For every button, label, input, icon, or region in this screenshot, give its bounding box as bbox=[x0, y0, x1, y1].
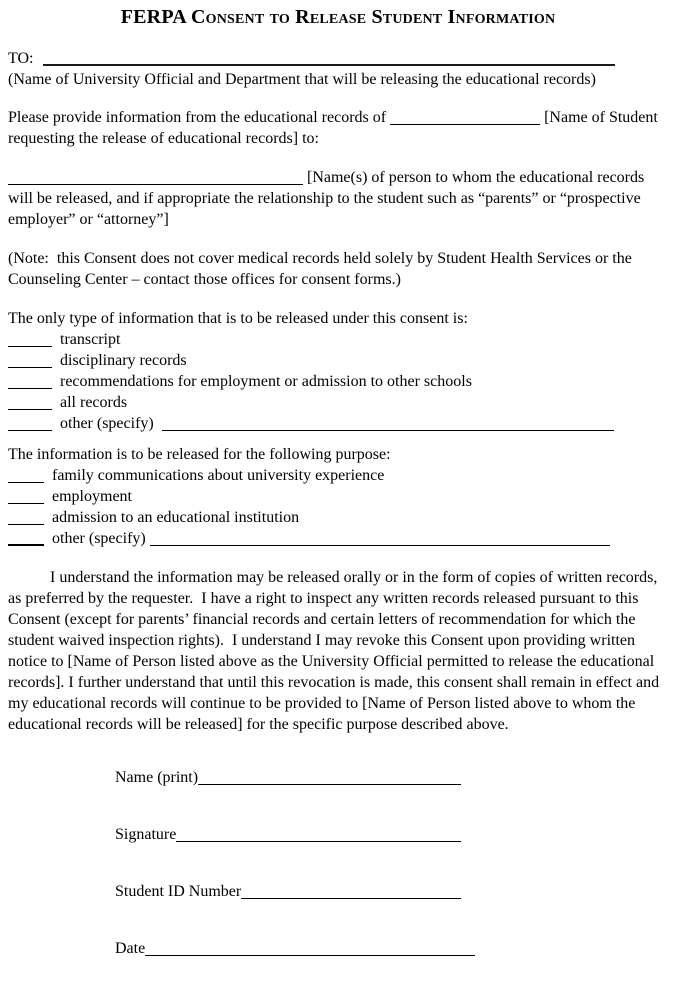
student-id-label: Student ID Number bbox=[115, 883, 242, 900]
to-line bbox=[8, 48, 668, 69]
info-type-transcript-blank[interactable] bbox=[8, 346, 52, 347]
date-label: Date bbox=[115, 940, 146, 957]
purpose-employment-blank[interactable] bbox=[8, 503, 44, 504]
info-type-transcript-label: transcript bbox=[60, 331, 121, 348]
student-id-blank[interactable] bbox=[241, 898, 461, 899]
to-label: TO: bbox=[8, 50, 34, 67]
name-print-blank[interactable] bbox=[198, 784, 461, 785]
to-official-blank[interactable] bbox=[43, 64, 615, 66]
signature-row bbox=[115, 824, 461, 845]
student-name-blank[interactable] bbox=[390, 124, 540, 125]
purpose-list bbox=[8, 444, 668, 549]
purpose-heading: The information is to be released for the following purpose: bbox=[8, 446, 391, 463]
purpose-other-specify-blank[interactable] bbox=[150, 545, 610, 546]
purpose-employment-label: employment bbox=[52, 488, 132, 505]
purpose-item-admission bbox=[8, 507, 668, 528]
purpose-admission-label: admission to an educational institution bbox=[52, 509, 300, 526]
date-blank[interactable] bbox=[145, 955, 475, 956]
purpose-admission-blank[interactable] bbox=[8, 524, 44, 525]
recipient-tail-text: [Name(s) of person to whom the educational records will be released, and if appropriate the relationship to the student such as “parents” or “prospective employer” or “attorney”] bbox=[8, 169, 645, 228]
date-row bbox=[115, 938, 475, 959]
request-tail-text: [Name of Student requesting the release of educational records] to: bbox=[8, 109, 658, 147]
info-type-item-all-records bbox=[8, 392, 668, 413]
info-type-disciplinary-label: disciplinary records bbox=[60, 352, 187, 369]
purpose-other-label: other (specify) bbox=[52, 530, 146, 547]
request-lead-text: Please provide information from the educational records of bbox=[8, 109, 387, 126]
info-type-all-records-blank[interactable] bbox=[8, 409, 52, 410]
signature-block bbox=[115, 767, 668, 959]
info-type-recommendations-blank[interactable] bbox=[8, 388, 52, 389]
records-request-paragraph bbox=[8, 107, 668, 149]
purpose-item-family bbox=[8, 465, 668, 486]
info-type-heading: The only type of information that is to be released under this consent is: bbox=[8, 310, 468, 327]
form-title: FERPA Consent to Release Student Information bbox=[120, 6, 556, 28]
info-type-other-blank[interactable] bbox=[8, 430, 52, 431]
name-print-label: Name (print) bbox=[115, 769, 199, 786]
name-print-row bbox=[115, 767, 461, 788]
info-type-item-transcript bbox=[8, 329, 668, 350]
info-type-other-label: other (specify) bbox=[60, 415, 154, 432]
medical-records-note: (Note: this Consent does not cover medical records held solely by Student Health Services or the Counseling Center – contact those offices for consent forms.) bbox=[8, 250, 636, 288]
signature-blank[interactable] bbox=[176, 841, 461, 842]
info-type-list bbox=[8, 308, 668, 434]
info-type-disciplinary-blank[interactable] bbox=[8, 367, 52, 368]
purpose-item-employment bbox=[8, 486, 668, 507]
signature-label: Signature bbox=[115, 826, 177, 843]
info-type-item-recommendations bbox=[8, 371, 668, 392]
student-id-row bbox=[115, 881, 461, 902]
purpose-family-label: family communications about university experience bbox=[52, 467, 385, 484]
to-caption: (Name of University Official and Department that will be releasing the educational records) bbox=[8, 71, 596, 88]
info-type-other-specify-blank[interactable] bbox=[162, 430, 614, 431]
info-type-recommendations-label: recommendations for employment or admission to other schools bbox=[60, 373, 472, 390]
recipient-name-blank[interactable] bbox=[8, 184, 303, 185]
purpose-other-blank[interactable] bbox=[8, 544, 44, 546]
purpose-item-other bbox=[8, 528, 668, 549]
recipient-paragraph bbox=[8, 167, 668, 230]
info-type-item-disciplinary bbox=[8, 350, 668, 371]
info-type-item-other bbox=[8, 413, 668, 434]
purpose-family-blank[interactable] bbox=[8, 482, 44, 483]
acknowledgement-paragraph: I understand the information may be released orally or in the form of copies of written records, as preferred by the requester. I have a right to inspect any written records released pursuant to this Consent (except for parents’ financial records and certain letters of recommendation for which the student waived inspection rights). I understand I may revoke this Consent upon providing written notice to [Name of Person listed above as the University Official permitted to release the educational records]. I further understand that until this revocation is made, this consent shall remain in effect and my educational records will continue to be provided to [Name of Person listed above to whom the educational records will be released] for the specific purpose described above. bbox=[8, 569, 664, 733]
info-type-all-records-label: all records bbox=[60, 394, 128, 411]
